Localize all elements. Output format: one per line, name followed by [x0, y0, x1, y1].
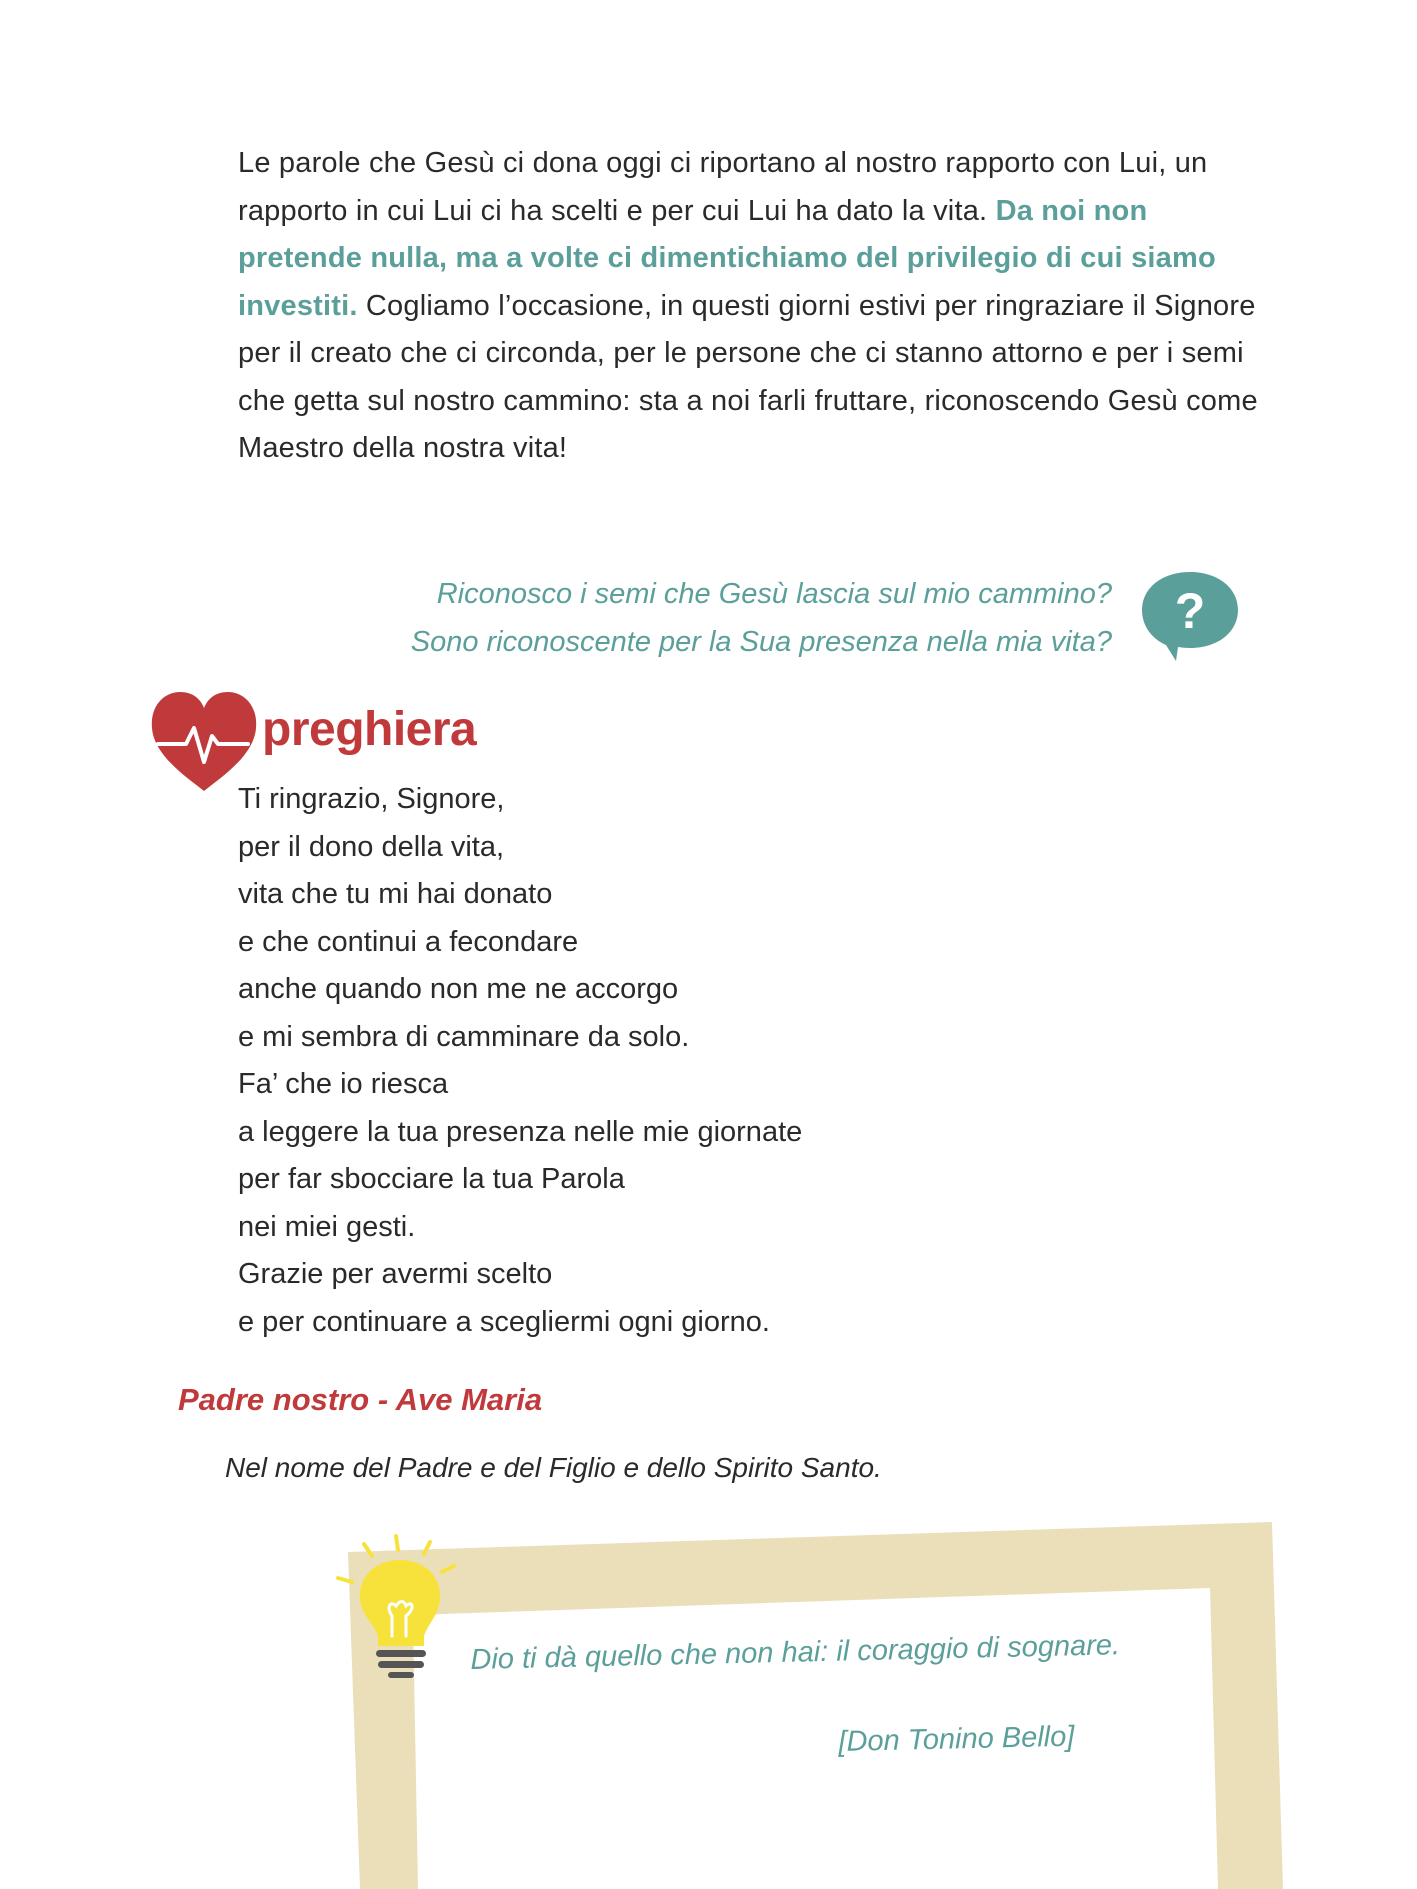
padre-nostro-heading: Padre nostro - Ave Maria [178, 1382, 543, 1417]
intro-highlight: Da noi non pretende nulla, ma a volte ci dimentichiamo del privilegio di cui siamo investiti. [238, 194, 1216, 322]
prayer-line: e che continui a fecondare [238, 925, 579, 958]
prayer-title: preghiera [262, 703, 477, 756]
question-bubble-icon [1140, 568, 1240, 663]
lightbulb-icon [330, 1528, 470, 1683]
reflection-questions [312, 570, 1112, 666]
prayer-text [238, 776, 1138, 1346]
question-bubble-symbol: ? [1174, 583, 1206, 639]
prayer-line: Ti ringrazio, Signore, [238, 783, 505, 815]
prayer-line: e per continuare a scegliermi ogni giorno. [238, 1305, 770, 1338]
prayer-line: Grazie per avermi scelto [238, 1258, 553, 1290]
quote-author: [Don Tonino Bello] [838, 1720, 1075, 1758]
intro-text-part1: Le parole che Gesù ci dona oggi ci riportano al nostro rapporto con Lui, un rapporto in cui Lui ci ha scelti e per cui Lui ha dato la vita. [238, 147, 1208, 227]
prayer-line: e mi sembra di camminare da solo. [238, 1020, 690, 1053]
intro-text-part2: Cogliamo l’occasione, in questi giorni estivi per ringraziare il Signore per il creato che ci circonda, per le persone che ci stanno attorno e per i semi che getta sul nostro cammino: sta a noi farli fruttare, riconoscendo Gesù come Maestro della nostra vita! [238, 289, 1258, 464]
prayer-line: nei miei gesti. [238, 1210, 416, 1243]
quote-text: Dio ti dà quello che non hai: il coraggio di sognare. [470, 1629, 1121, 1676]
question-1: Riconosco i semi che Gesù lascia sul mio cammino? [436, 578, 1112, 610]
prayer-line: anche quando non me ne accorgo [238, 973, 679, 1005]
quote-frame [0, 1500, 1417, 1889]
sign-of-cross-text: Nel nome del Padre e del Figlio e dello Spirito Santo. [225, 1452, 882, 1483]
question-2: Sono riconoscente per la Sua presenza nella mia vita? [410, 626, 1112, 658]
prayer-line: vita che tu mi hai donato [238, 878, 553, 910]
prayer-line: a leggere la tua presenza nelle mie giornate [238, 1115, 803, 1148]
intro-paragraph [238, 140, 1258, 473]
prayer-line: per far sbocciare la tua Parola [238, 1163, 625, 1195]
prayer-line: Fa’ che io riesca [238, 1068, 449, 1100]
prayer-line: per il dono della vita, [238, 830, 504, 863]
